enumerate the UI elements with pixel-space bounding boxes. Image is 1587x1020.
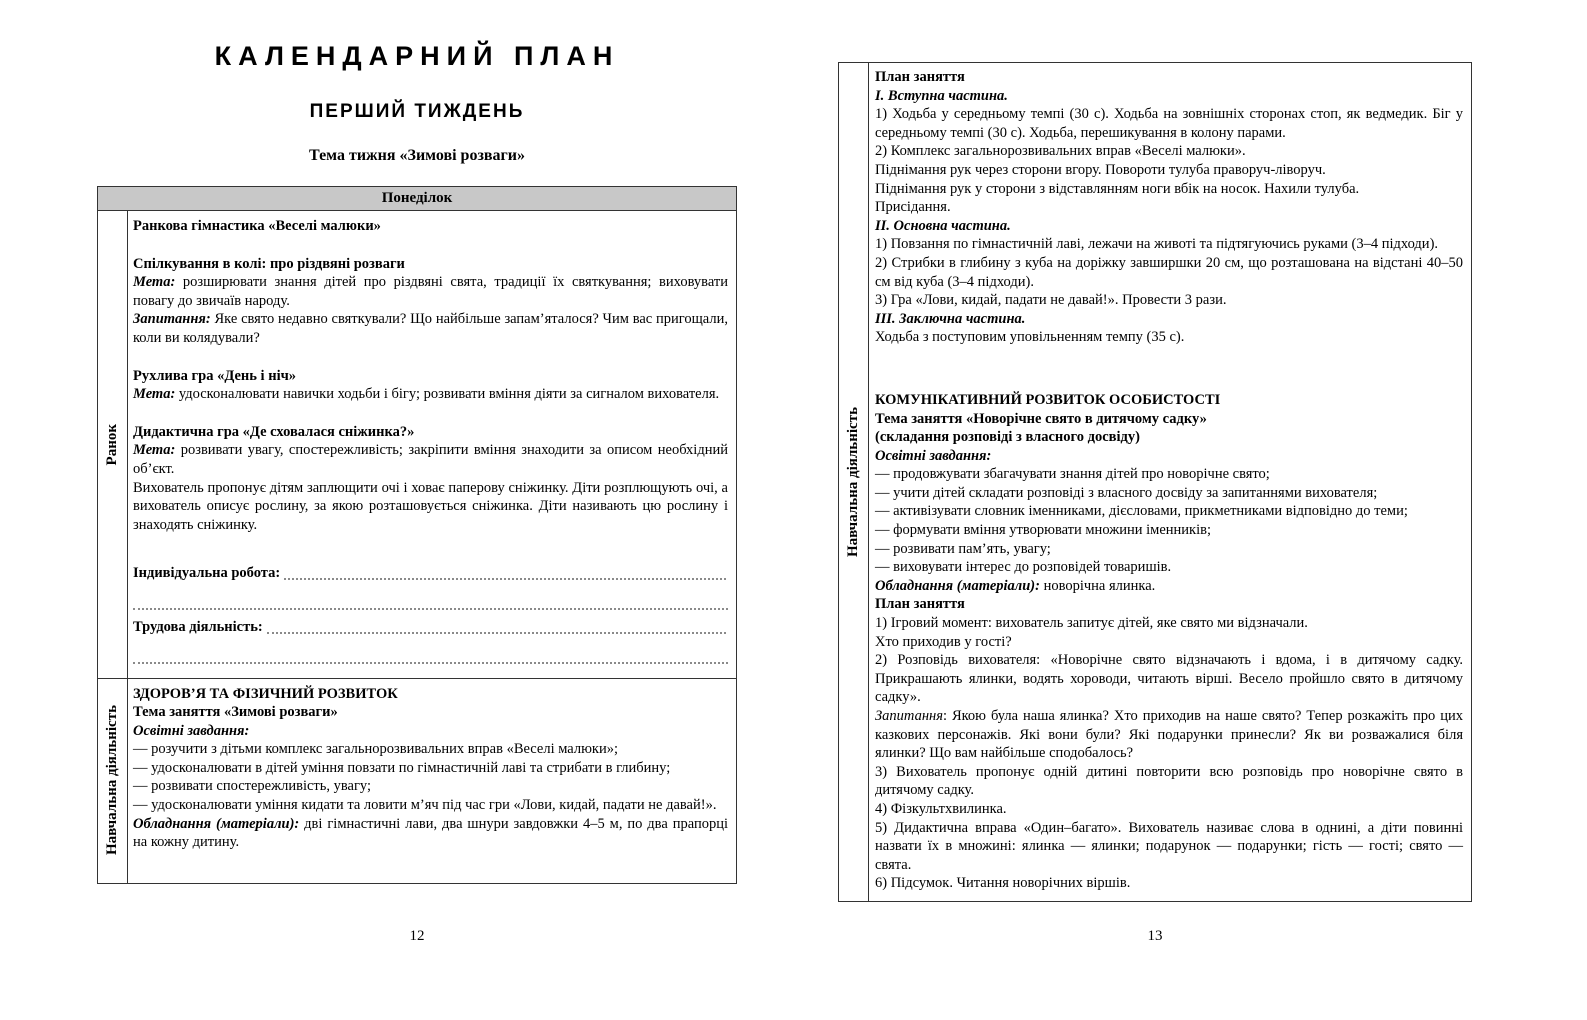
text-segment: — активізувати словник іменниками, дієсловами, прикметниками відповідно до теми; (875, 503, 1408, 520)
paragraph (875, 310, 1463, 329)
paragraph (133, 367, 728, 386)
text-segment: Запитання (875, 708, 943, 724)
document-title: КАЛЕНДАРНИЙ ПЛАН (214, 41, 620, 71)
page-number-left: 12 (409, 928, 425, 944)
paragraph (875, 291, 1463, 310)
text-segment: 3) Гра «Лови, кидай, падати не давай!». Провести 3 рази. (875, 292, 1227, 309)
text-segment: Рухлива гра «День і ніч» (133, 367, 297, 384)
paragraph (875, 633, 1463, 652)
paragraph (133, 618, 728, 637)
paragraph (875, 558, 1463, 577)
text-segment: розширювати знання дітей про різдвяні свята, традиції їх святкування; виховувати повагу до звичаїв народу. (133, 274, 728, 309)
morning-row-label (98, 211, 128, 678)
paragraph (133, 722, 728, 741)
paragraph (875, 254, 1463, 291)
text-segment: новорічна ялинка. (1039, 577, 1156, 594)
learning-activity-content (128, 679, 736, 883)
text-segment: 2) Стрибки в глибину з куба на доріжку завширшки 20 см, що розташована на відстані 40–50 см від куба (3–4 підходи). (875, 254, 1463, 290)
paragraph (875, 428, 1463, 447)
text-segment: Освітні завдання: (875, 447, 992, 464)
paragraph (875, 540, 1463, 559)
paragraph (875, 142, 1463, 161)
page-number-right: 13 (1147, 928, 1163, 944)
text-segment: Ходьба з поступовим уповільненням темпу (35 с). (875, 329, 1185, 346)
text-segment: 3) Вихователь пропонує одній дитині повторити всю розповідь про новорічне свято в дитячому садку. (875, 763, 1463, 799)
text-segment: — формувати вміння утворювати множини іменників; (875, 522, 1211, 539)
paragraph (133, 564, 728, 583)
text-segment: — розучити з дітьми комплекс загальнорозвивальних вправ «Веселі малюки»; (133, 741, 619, 758)
paragraph (133, 217, 728, 236)
dotted-line (133, 591, 728, 610)
text-segment: Дидактична гра «Де сховалася сніжинка?» (133, 423, 415, 440)
paragraph (875, 391, 1463, 410)
day-header: Понеділок (98, 187, 736, 211)
text-segment: Яке свято недавно святкували? Що найбільше запам’яталося? Чим вас пригощали, коли ви колядували? (133, 311, 728, 346)
left-page (97, 40, 737, 884)
paragraph (875, 465, 1463, 484)
paragraph (875, 87, 1463, 106)
text-segment: ЗДОРОВ’Я ТА ФІЗИЧНИЙ РОЗВИТОК (133, 685, 398, 702)
text-segment: Тема заняття «Зимові розваги» (133, 704, 338, 721)
text-segment: 1) Повзання по гімнастичній лаві, лежачи на животі та підтягуючись руками (3–4 підходи). (875, 236, 1439, 253)
paragraph (133, 441, 728, 478)
paragraph (875, 595, 1463, 614)
learning-activity-row-label-text: Навчальна діяльність (104, 705, 120, 856)
paragraph (875, 521, 1463, 540)
paragraph (875, 577, 1463, 596)
paragraph (133, 740, 728, 759)
morning-content (128, 211, 736, 678)
paragraph (133, 310, 728, 347)
dotted-line (133, 645, 728, 664)
lesson-plan-content (869, 63, 1471, 901)
paragraph (875, 484, 1463, 503)
learning-activity-row-label (98, 679, 128, 883)
text-segment: Піднімання рук у сторони з відставлянням ноги вбік на носок. Нахили тулуба. (875, 180, 1360, 197)
text-segment: — розвивати спостережливість, увагу; (133, 778, 371, 795)
paragraph (875, 217, 1463, 236)
paragraph (875, 68, 1463, 87)
paragraph (875, 161, 1463, 180)
paragraph (133, 255, 728, 274)
text-segment: — учити дітей складати розповіді з власного досвіду за запитаннями вихователя; (875, 484, 1378, 501)
paragraph (875, 800, 1463, 819)
text-segment: Обладнання (матеріали): (875, 577, 1040, 594)
text-segment: розвивати увагу, спостережливість; закріпити вміння знаходити за описом необхідний об’єкт. (133, 442, 728, 477)
dotted-leader (267, 618, 726, 634)
paragraph (875, 410, 1463, 429)
learning-activity-row (98, 678, 736, 883)
text-segment: удосконалювати навички ходьби і бігу; розвивати вміння діяти за сигналом вихователя. (175, 386, 720, 403)
text-segment: Мета: (133, 442, 176, 459)
text-segment: 4) Фізкультхвилинка. (875, 800, 1007, 817)
text-segment: — розвивати пам’ять, увагу; (875, 540, 1051, 557)
text-segment: Присідання. (875, 199, 951, 216)
week-heading: ПЕРШИЙ ТИЖДЕНЬ (309, 101, 525, 122)
text-segment: — виховувати інтерес до розповідей товаришів. (875, 559, 1172, 576)
text-segment: І. Вступна частина. (875, 87, 1008, 104)
monday-plan-table (97, 186, 737, 884)
text-segment: Мета: (133, 274, 176, 291)
paragraph (133, 385, 728, 404)
paragraph (875, 614, 1463, 633)
text-segment: 2) Комплекс загальнорозвивальних вправ «Веселі малюки». (875, 143, 1246, 160)
text-segment: 1) Ігровий момент: вихователь запитує дітей, яке свято ми відзначали. (875, 615, 1308, 632)
dotted-leader (284, 564, 726, 580)
paragraph (133, 479, 728, 535)
paragraph (875, 328, 1463, 347)
text-segment: — удосконалювати в дітей уміння повзати по гімнастичній лаві та стрибати в глибину; (133, 759, 671, 776)
text-segment: КОМУНІКАТИВНИЙ РОЗВИТОК ОСОБИСТОСТІ (875, 391, 1221, 408)
text-segment: Мета: (133, 386, 176, 403)
paragraph (133, 703, 728, 722)
text-segment: 1) Ходьба у середньому темпі (30 с). Ходьба на зовнішніх сторонах стоп, як ведмедик. Біг у середньому темпі (30 с). Ходьба, перешикування в колону парами. (875, 106, 1463, 141)
morning-row-label-text: Ранок (104, 423, 120, 465)
paragraph (875, 105, 1463, 142)
paragraph (875, 763, 1463, 800)
text-segment: — продовжувати збагачувати знання дітей про новорічне свято; (875, 466, 1270, 483)
morning-row (98, 211, 736, 678)
paragraph (875, 707, 1463, 763)
text-segment: Освітні завдання: (133, 722, 250, 739)
text-segment: Ранкова гімнастика «Веселі малюки» (133, 218, 381, 234)
paragraph (133, 273, 728, 310)
paragraph (875, 819, 1463, 875)
learning-activity-label-right (839, 63, 869, 901)
text-segment: ІІ. Основна частина. (875, 217, 1011, 234)
text-segment: 6) Підсумок. Читання новорічних віршів. (875, 875, 1131, 892)
paragraph (133, 815, 728, 852)
paragraph (133, 777, 728, 796)
text-segment: План заняття (875, 69, 965, 85)
text-segment: ІІІ. Заключна частина. (875, 310, 1026, 327)
week-theme: Тема тижня «Зимові розваги» (309, 147, 525, 164)
text-segment: Тема заняття «Новорічне свято в дитячому садку» (875, 410, 1207, 427)
paragraph (875, 874, 1463, 893)
paragraph (875, 447, 1463, 466)
paragraph (133, 423, 728, 442)
text-segment: — удосконалювати уміння кидати та ловити м’яч під час гри «Лови, кидай, падати не давай!». (133, 797, 717, 814)
text-segment: Спілкування в колі: про різдвяні розваги (133, 255, 405, 272)
text-segment: : Якою була наша ялинка? Хто приходив на наше свято? Тепер розкажіть про цих казкових персонажів. Які вони були? Які подарунки принесли? Як ви розважалися біля ялинки? Що вам найбільше сподобалось? (875, 708, 1463, 762)
paragraph (133, 759, 728, 778)
paragraph (875, 235, 1463, 254)
paragraph (875, 502, 1463, 521)
right-page (838, 62, 1472, 902)
paragraph (133, 796, 728, 815)
text-segment: дві гімнастичні лави, два шнури завдовжки 4–5 м, по два прапорці на кожну дитину. (133, 815, 728, 851)
text-segment: Піднімання рук через сторони вгору. Повороти тулуба праворуч-ліворуч. (875, 161, 1326, 178)
paragraph (875, 180, 1463, 199)
text-segment: (складання розповіді з власного досвіду) (875, 429, 1140, 446)
text-segment: Обладнання (матеріали): (133, 815, 300, 832)
paragraph (133, 685, 728, 704)
text-segment: План заняття (875, 596, 965, 613)
text-segment: Хто приходив у гості? (875, 633, 1012, 650)
text-segment: 2) Розповідь вихователя: «Новорічне свято відзначають і вдома, і в дитячому садку. Прикрашають ялинки, водять хороводи, читають вірші. Весело пройшло свято в дитячому садку». (875, 652, 1463, 706)
text-segment: Індивідуальна робота: (133, 565, 281, 582)
paragraph (875, 651, 1463, 707)
text-segment: Трудова діяльність: (133, 618, 263, 635)
paragraph (875, 198, 1463, 217)
text-segment: 5) Дидактична вправа «Один–багато». Вихователь називає слова в однині, а діти повинні назвати їх в множині: ялинка — ялинки; подарунок — подарунки; гість — гості; свято — свята. (875, 819, 1463, 873)
learning-activity-label-right-text: Навчальна діяльність (845, 406, 861, 557)
text-segment: Вихователь пропонує дітям заплющити очі і ховає паперову сніжинку. Діти розплющують очі, а вихователь описує рослину, за якою розташовується сніжинка. Діти називають цю рослину і знаходять сніжинку. (133, 479, 728, 533)
text-segment: Запитання: (133, 311, 211, 328)
